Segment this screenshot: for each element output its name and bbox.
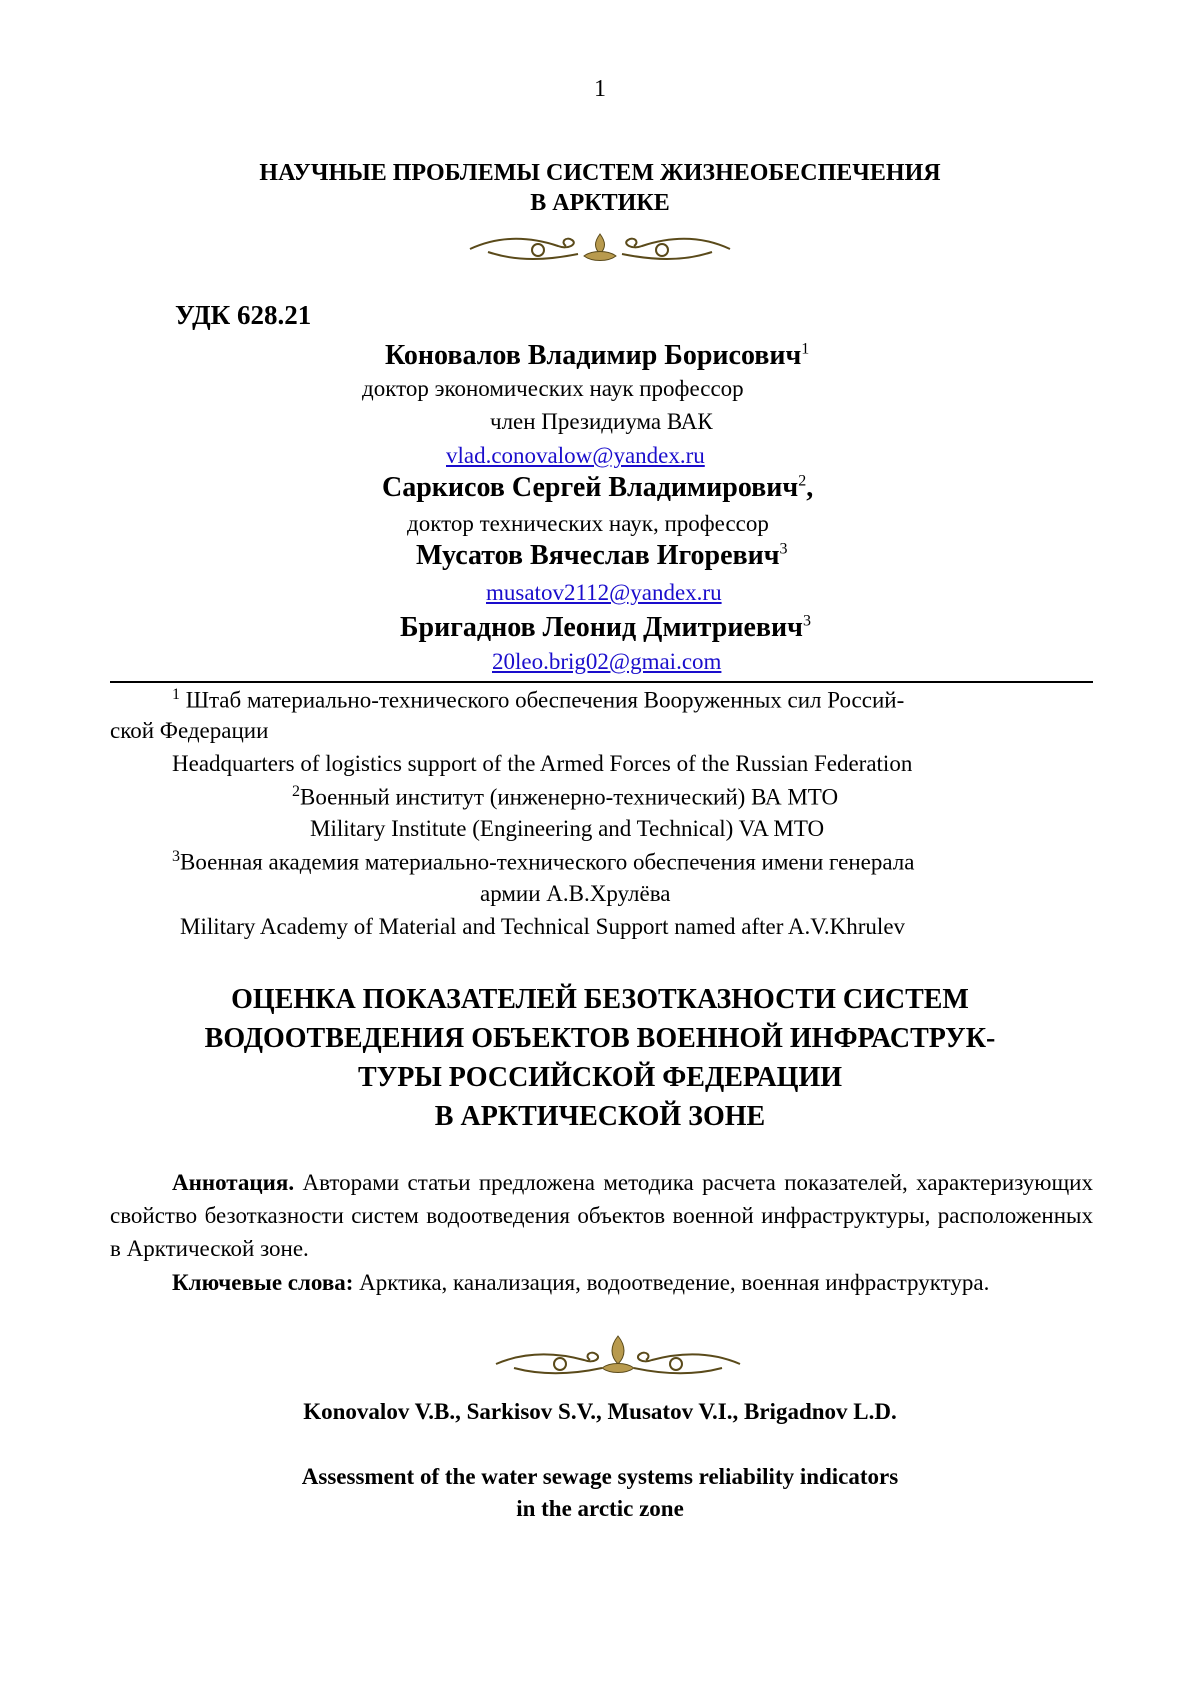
author-1-degree: доктор экономических наук профессор — [362, 376, 744, 401]
author-1-sup: 1 — [801, 340, 810, 358]
affiliation-3-ru-line2: армии А.В.Хрулёва — [480, 881, 671, 906]
keywords-text: Арктика, канализация, водоотведение, военная инфраструктура. — [359, 1270, 990, 1295]
author-2-degree: доктор технических наук, профессор — [407, 511, 769, 536]
ornament-divider-bottom — [494, 1334, 742, 1378]
section-title-line2: В АРКТИКЕ — [530, 190, 670, 216]
author-3-sup: 3 — [779, 540, 788, 558]
author-name-4 — [400, 612, 811, 644]
udk-code: УДК 628.21 — [175, 300, 312, 330]
affiliation-2-ru-text: Военный институт (инженерно-технический) ВА МТО — [300, 784, 839, 810]
affiliation-3-ru-line1 — [172, 848, 914, 876]
author-1-name: Коновалов Владимир Борисович — [385, 340, 802, 371]
author-name-1 — [385, 340, 809, 372]
affiliation-3-sup: 3 — [172, 848, 180, 865]
author-3-name: Мусатов Вячеслав Игоревич — [416, 540, 780, 571]
article-title-line2: ВОДООТВЕДЕНИЯ ОБЪЕКТОВ ВОЕННОЙ ИНФРАСТРУК- — [204, 1023, 996, 1054]
author-2-name: Саркисов Сергей Владимирович — [382, 472, 799, 503]
author-4-sup: 3 — [802, 612, 811, 630]
affiliation-divider — [110, 681, 1093, 683]
affiliation-2-ru — [292, 783, 838, 811]
affiliation-1-sup: 1 — [172, 686, 180, 703]
affiliation-2-en: Military Institute (Engineering and Technical) VA MTO — [310, 816, 825, 841]
english-title-line2: in the arctic zone — [516, 1496, 684, 1521]
author-1-email-link[interactable]: vlad.conovalow@yandex.ru — [446, 443, 705, 468]
article-title-line4: В АРКТИЧЕСКОЙ ЗОНЕ — [434, 1101, 766, 1132]
keywords-paragraph — [110, 1266, 1093, 1299]
english-title-line1: Assessment of the water sewage systems reliability indicators — [301, 1464, 899, 1489]
affiliation-1-en: Headquarters of logistics support of the Armed Forces of the Russian Federation — [172, 751, 913, 776]
author-name-3 — [416, 540, 788, 572]
english-authors: Konovalov V.B., Sarkisov S.V., Musatov V.I., Brigadnov L.D. — [303, 1399, 897, 1424]
author-3-email-link[interactable]: musatov2112@yandex.ru — [486, 580, 722, 605]
page-number: 1 — [594, 76, 606, 102]
keywords-label: Ключевые слова: — [172, 1270, 354, 1295]
section-title-line1: НАУЧНЫЕ ПРОБЛЕМЫ СИСТЕМ ЖИЗНЕОБЕСПЕЧЕНИЯ — [259, 160, 941, 186]
abstract-text: Авторами статьи предложена методика расчета показателей, характеризующих свойство безотказности систем водоотведения объектов военной инфраструктуры, расположенных в Арктической зоне. — [110, 1170, 1093, 1261]
author-2-sup: 2 — [798, 472, 807, 490]
author-4-email-link[interactable]: 20leo.brig02@gmai.com — [492, 649, 722, 674]
affiliation-3-ru-text: Военная академия материально-технического обеспечения имени генерала — [180, 849, 915, 875]
ornament-divider-top — [468, 232, 732, 266]
affiliation-1-ru-line1 — [172, 686, 1092, 714]
affiliation-1-ru-text: Штаб материально-технического обеспечения Вооруженных сил Россий- — [185, 687, 905, 713]
article-title-line1: ОЦЕНКА ПОКАЗАТЕЛЕЙ БЕЗОТКАЗНОСТИ СИСТЕМ — [231, 984, 969, 1015]
abstract-label: Аннотация. — [172, 1170, 295, 1195]
author-1-role: член Президиума ВАК — [490, 409, 713, 434]
author-name-2 — [382, 472, 813, 504]
affiliation-2-sup: 2 — [292, 783, 300, 800]
article-title-line3: ТУРЫ РОССИЙСКОЙ ФЕДЕРАЦИИ — [357, 1062, 842, 1093]
affiliation-3-en: Military Academy of Material and Technical Support named after A.V.Khrulev — [180, 914, 906, 939]
author-4-name: Бригаднов Леонид Дмитриевич — [400, 612, 803, 643]
affiliation-1-ru-line2: ской Федерации — [110, 718, 269, 743]
abstract-paragraph — [110, 1166, 1093, 1265]
author-2-trail: , — [806, 472, 814, 503]
